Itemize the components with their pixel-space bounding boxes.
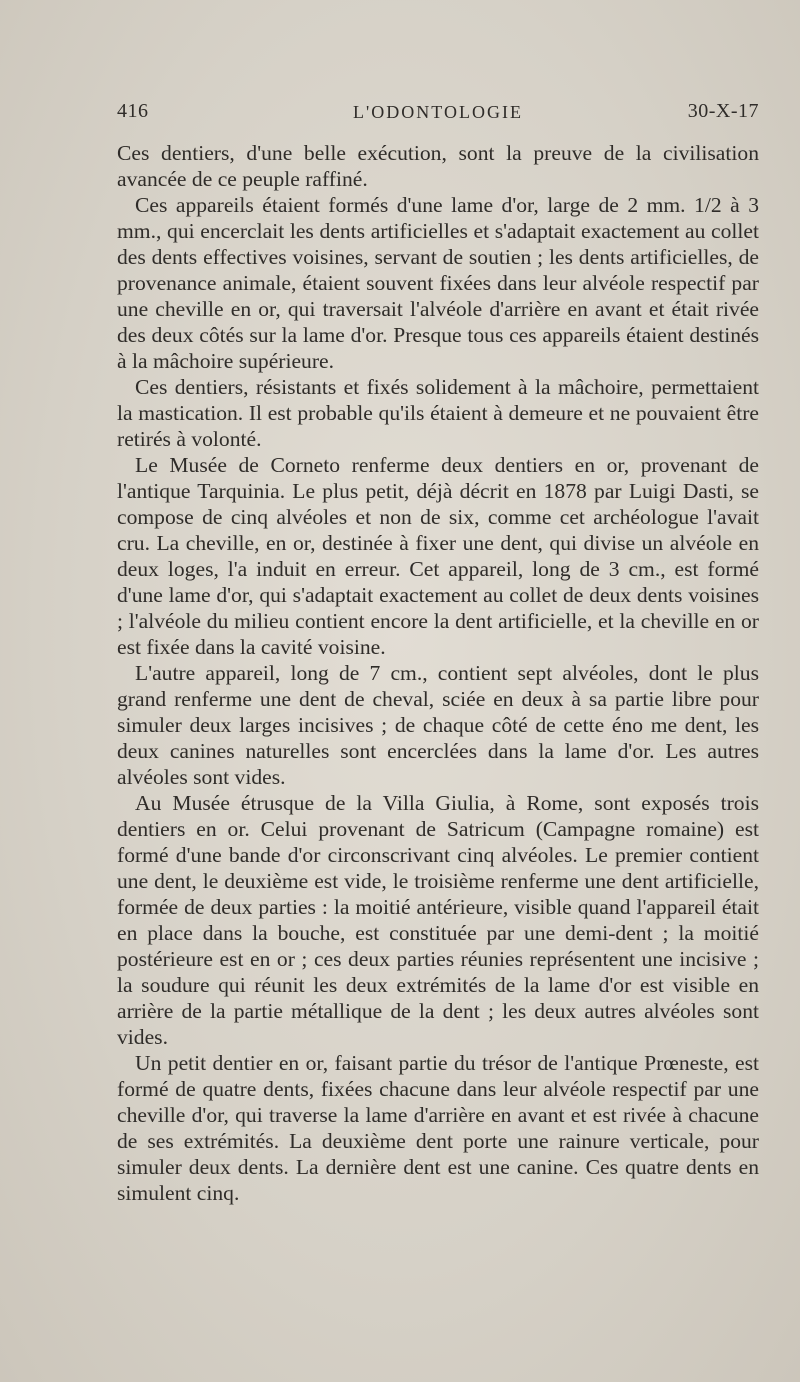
paragraph-1: Ces dentiers, d'une belle exécution, sont la preuve de la civilisation avancée de ce peuple raffiné. — [117, 141, 759, 191]
paragraph-5: L'autre appareil, long de 7 cm., contient sept alvéoles, dont le plus grand renferme une dent de cheval, sciée en deux à sa partie libre pour simuler deux larges incisives ; de chaque côté de cette éno me dent, les deux canines naturelles sont encerclées dans la lame d'or. Les autres alvéoles sont vides. — [117, 661, 759, 789]
body-text — [117, 140, 759, 1206]
issue-date: 30-X-17 — [687, 100, 759, 122]
running-head — [117, 100, 759, 130]
page-number: 416 — [117, 100, 149, 122]
paragraph-3: Ces dentiers, résistants et fixés solidement à la mâchoire, permettaient la mastication. Il est probable qu'ils étaient à demeure et ne pouvaient être retirés à volonté. — [117, 375, 759, 451]
journal-title: L'ODONTOLOGIE — [353, 102, 523, 122]
paragraph-6: Au Musée étrusque de la Villa Giulia, à Rome, sont exposés trois dentiers en or. Celui provenant de Satricum (Campagne romaine) est formé d'une bande d'or circonscrivant cinq alvéoles. Le premier contient une dent, le deuxième est vide, le troisième renferme une dent artificielle, formée de deux parties : la moitié antérieure, visible quand l'appareil était en place dans la bouche, est constituée par une demi-dent ; la moitié postérieure est en or ; ces deux parties réunies représentent une incisive ; la soudure qui réunit les deux extrémités de la lame d'or est visible en arrière de la partie métallique de la dent ; les deux autres alvéoles sont vides. — [117, 791, 759, 1049]
paragraph-2: Ces appareils étaient formés d'une lame d'or, large de 2 mm. 1/2 à 3 mm., qui encerclait les dents artificielles et s'adaptait exactement au collet des dents effectives voisines, servant de soutien ; les dents artificielles, de provenance animale, étaient souvent fixées dans leur alvéole respectif par une cheville en or, qui traversait l'alvéole d'arrière en avant et était rivée des deux côtés sur la lame d'or. Presque tous ces appareils étaient destinés à la mâchoire supérieure. — [117, 193, 759, 373]
paragraph-7: Un petit dentier en or, faisant partie du trésor de l'antique Prœneste, est formé de quatre dents, fixées chacune dans leur alvéole respectif par une cheville d'or, qui traverse la lame d'arrière en avant et est rivée à chacune de ses extrémités. La deuxième dent porte une rainure verticale, pour simuler deux dents. La dernière dent est une canine. Ces quatre dents en simulent cinq. — [117, 1051, 759, 1205]
paragraph-4: Le Musée de Corneto renferme deux dentiers en or, provenant de l'antique Tarquinia. Le plus petit, déjà décrit en 1878 par Luigi Dasti, se compose de cinq alvéoles et non de six, comme cet archéologue l'avait cru. La cheville, en or, destinée à fixer une dent, qui divise un alvéole en deux loges, l'a induit en erreur. Cet appareil, long de 3 cm., est formé d'une lame d'or, qui s'adaptait exactement au collet de deux dents voisines ; l'alvéole du milieu contient encore la dent artificielle, et la cheville en or est fixée dans la cavité voisine. — [117, 453, 759, 659]
